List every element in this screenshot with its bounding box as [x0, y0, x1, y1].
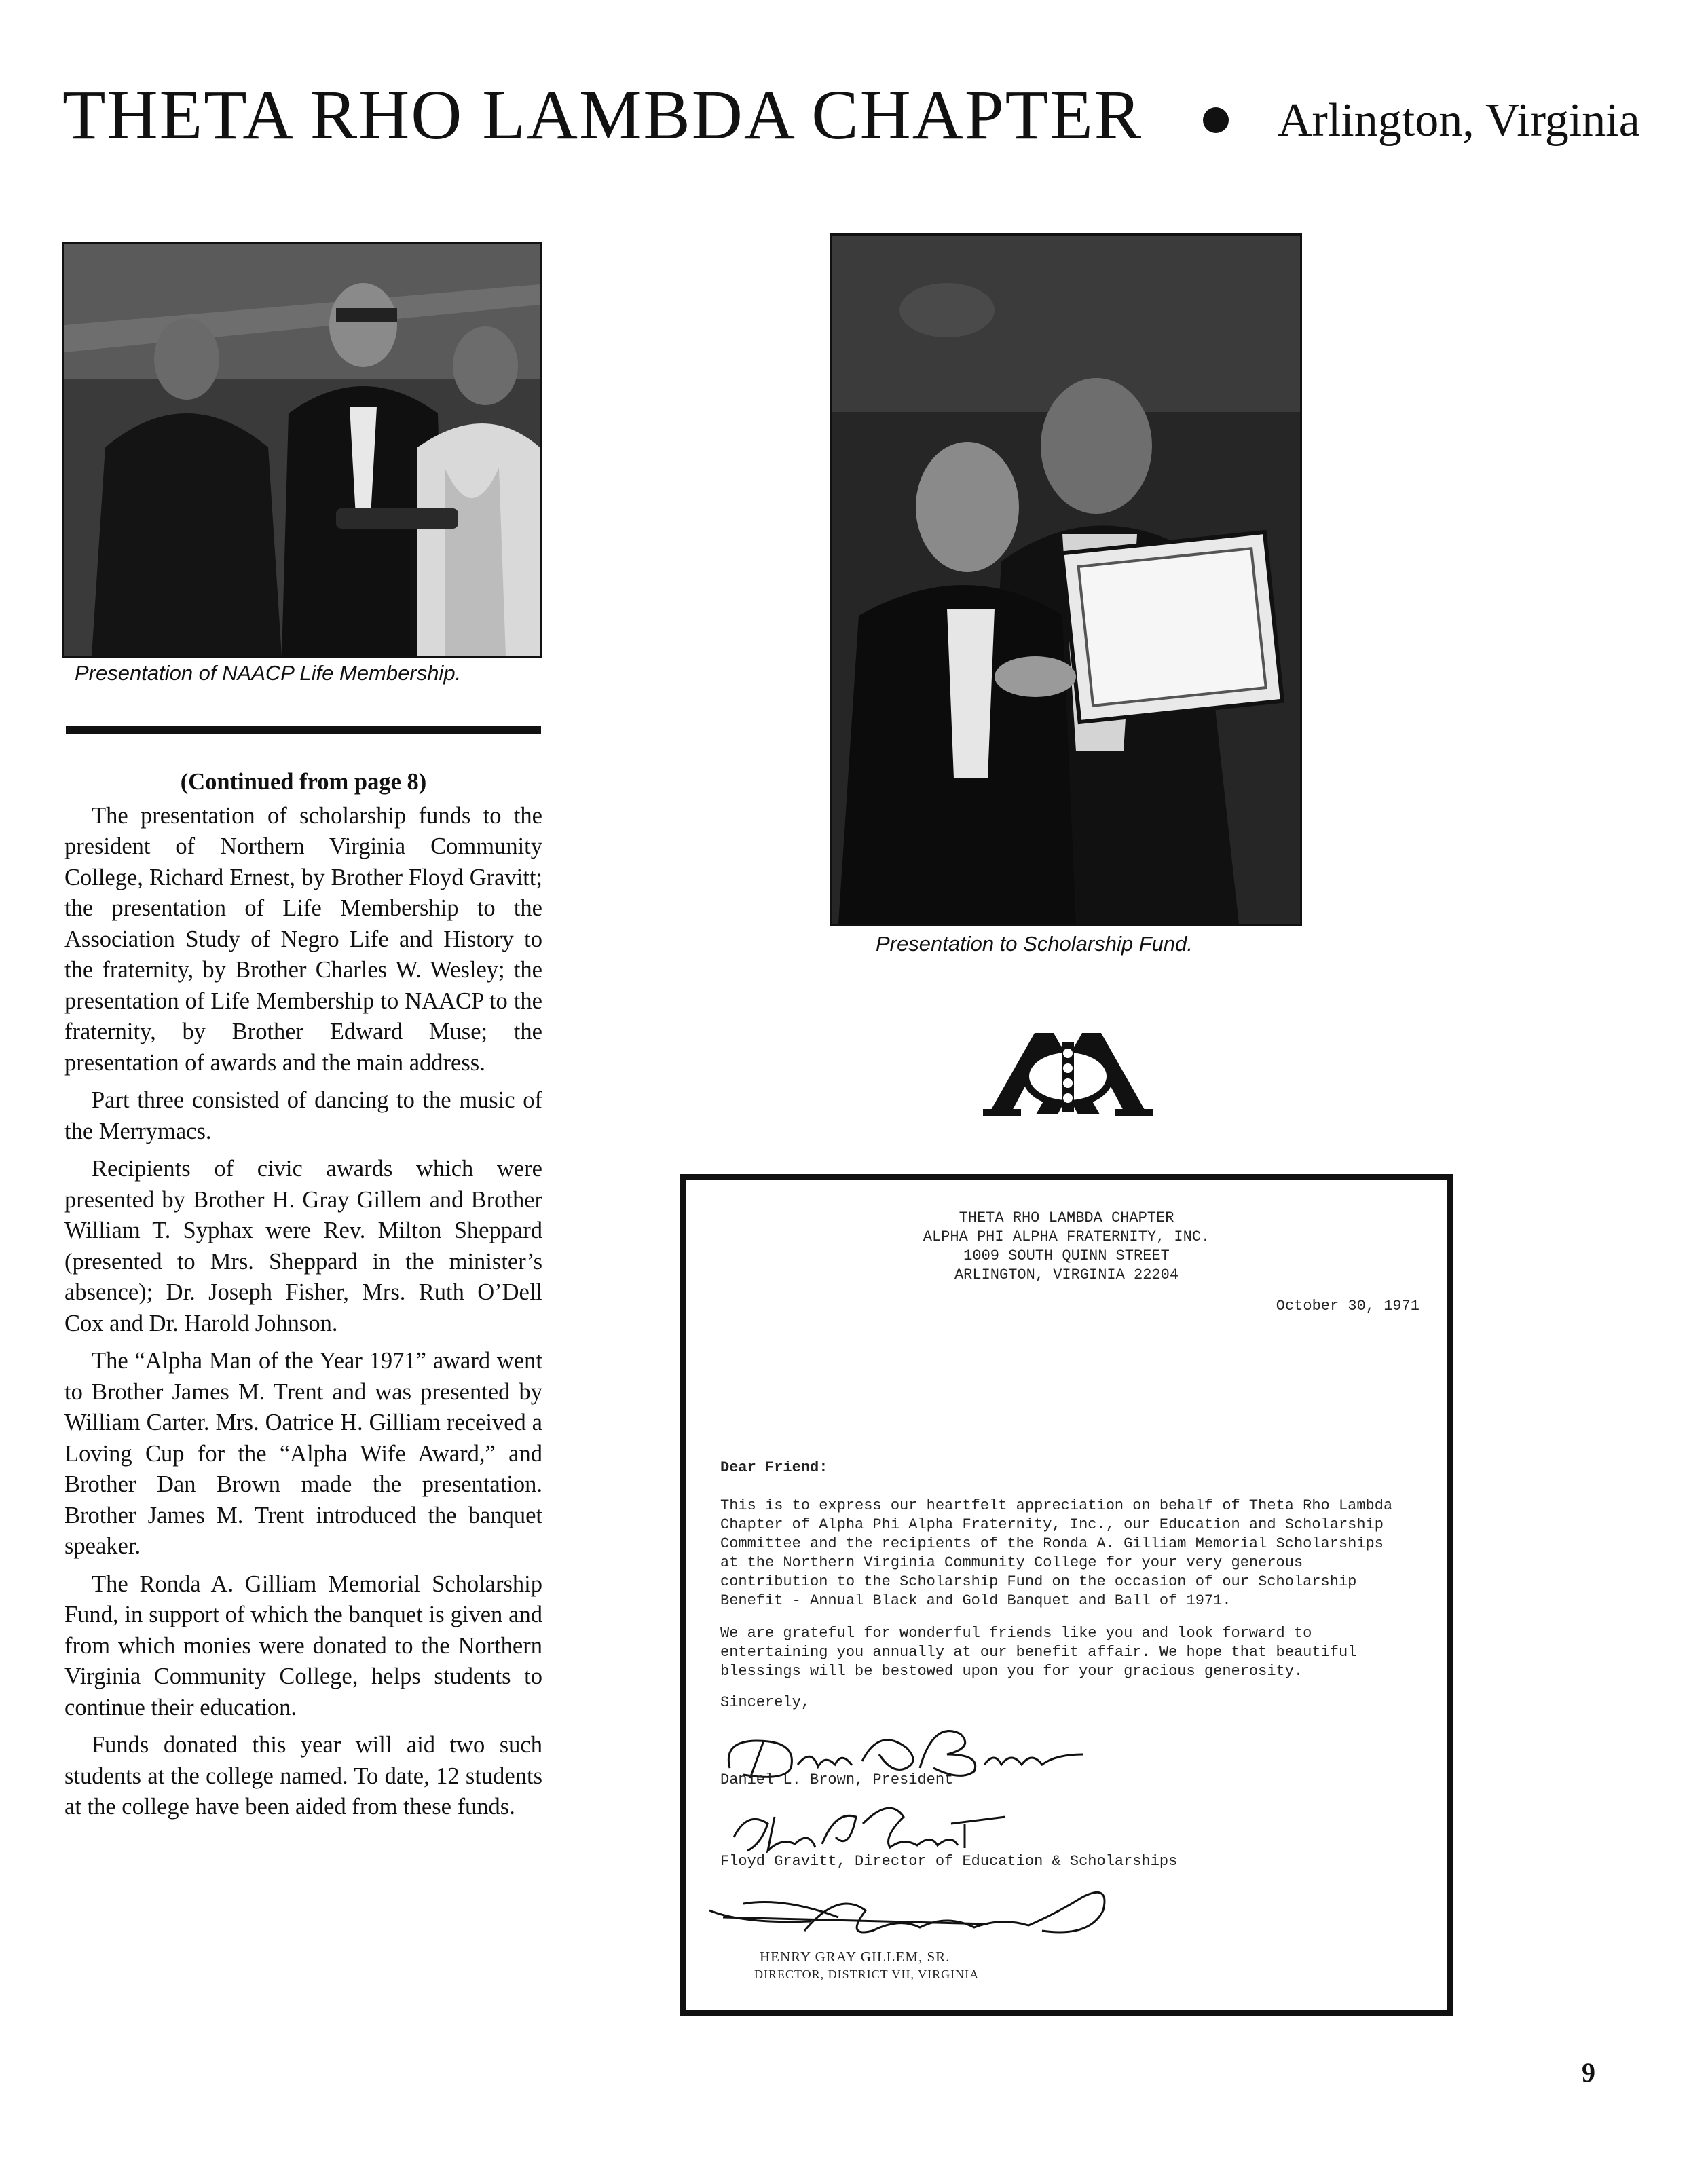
appreciation-letter	[680, 1174, 1453, 2016]
article-paragraph: Recipients of civic awards which were presented by Brother H. Gray Gillem and Brother William T. Syphax were Rev. Milton Sheppard (presented to Mrs. Sheppard in the minister’s absence); Dr. Joseph Fisher, Mrs. Ruth O’Dell Cox and Dr. Harold Johnson.	[64, 1156, 542, 1336]
alpha-phi-alpha-crest-icon	[983, 1030, 1153, 1117]
section-divider	[66, 726, 541, 734]
letter-closing: Sincerely,	[720, 1694, 811, 1711]
letterhead	[686, 1209, 1447, 1285]
article-paragraph: Funds donated this year will aid two such students at the college named. To date, 12 students at the college have been aided from these funds.	[64, 1732, 542, 1820]
letterhead-line: THETA RHO LAMBDA CHAPTER	[959, 1209, 1174, 1226]
scholarship-photo	[830, 233, 1302, 926]
chapter-location: Arlington, Virginia	[1278, 94, 1640, 147]
letterhead-line: 1009 SOUTH QUINN STREET	[963, 1247, 1170, 1264]
continued-note: (Continued from page 8)	[180, 769, 427, 795]
letterhead-line: ARLINGTON, VIRGINIA 22204	[954, 1266, 1179, 1283]
signatory-gravitt: Floyd Gravitt, Director of Education & Scholarships	[720, 1853, 1178, 1870]
signatory-gillem-title: DIRECTOR, DISTRICT VII, VIRGINIA	[754, 1968, 980, 1981]
article-paragraph: The Ronda A. Gilliam Memorial Scholarship Fund, in support of which the banquet is given and from which monies were donated to the Northern Virginia Community College, helps students to continue their education.	[64, 1570, 542, 1720]
article-paragraph: Part three consisted of dancing to the music of the Merrymacs.	[64, 1087, 542, 1144]
article-paragraph: The presentation of scholarship funds to the president of Northern Virginia Community College, Richard Ernest, by Brother Floyd Gravitt; the presentation of Life Membership to the Association Study of Negro Life and History to the fraternity, by Brother Charles W. Wesley; the presentation of Life Membership to NAACP to the fraternity, by Brother Edward Muse; the presentation of awards and the main address.	[64, 802, 542, 1076]
letter-salutation: Dear Friend:	[720, 1459, 828, 1476]
signatory-brown: Daniel L. Brown, President	[720, 1771, 954, 1788]
letter-paragraph: This is to express our heartfelt appreciation on behalf of Theta Rho Lambda Chapter of Alpha Phi Alpha Fraternity, Inc., our Education and Scholarship Committee and the recipients of the Ronda A. Gilliam Memorial Scholarships at the Northern Virginia Community College for your very generous contribution to the Scholarship Fund on the occasion of our Scholarship Benefit - Annual Black and Gold Banquet and Ball of 1971.	[720, 1497, 1393, 1609]
naacp-photo-caption: Presentation of NAACP Life Membership.	[75, 661, 462, 685]
article-body	[64, 767, 542, 1830]
page-header	[62, 75, 1640, 170]
chapter-title: THETA RHO LAMBDA CHAPTER	[62, 76, 1143, 154]
letter-paragraph: We are grateful for wonderful friends like you and look forward to entertaining you annually at our benefit affair. We hope that beautiful blessings will be bestowed upon you for your gracious generosity.	[720, 1625, 1357, 1680]
article-paragraph: The “Alpha Man of the Year 1971” award went to Brother James M. Trent and was presented by William Carter. Mrs. Oatrice H. Gilliam received a Loving Cup for the “Alpha Wife Award,” and Brother Dan Brown made the presentation. Brother James M. Trent introduced the banquet speaker.	[64, 1348, 542, 1559]
letter-body	[720, 1496, 1399, 1695]
naacp-photo	[62, 242, 542, 658]
scholarship-photo-caption: Presentation to Scholarship Fund.	[876, 932, 1193, 956]
letter-date: October 30, 1971	[1276, 1298, 1419, 1315]
page-number: 9	[1582, 2057, 1595, 2088]
bullet-separator	[1203, 107, 1229, 133]
signature-gillem-icon	[703, 1877, 1124, 1958]
letterhead-line: ALPHA PHI ALPHA FRATERNITY, INC.	[923, 1228, 1210, 1245]
signatory-gillem: HENRY GRAY GILLEM, SR.	[760, 1948, 950, 1965]
